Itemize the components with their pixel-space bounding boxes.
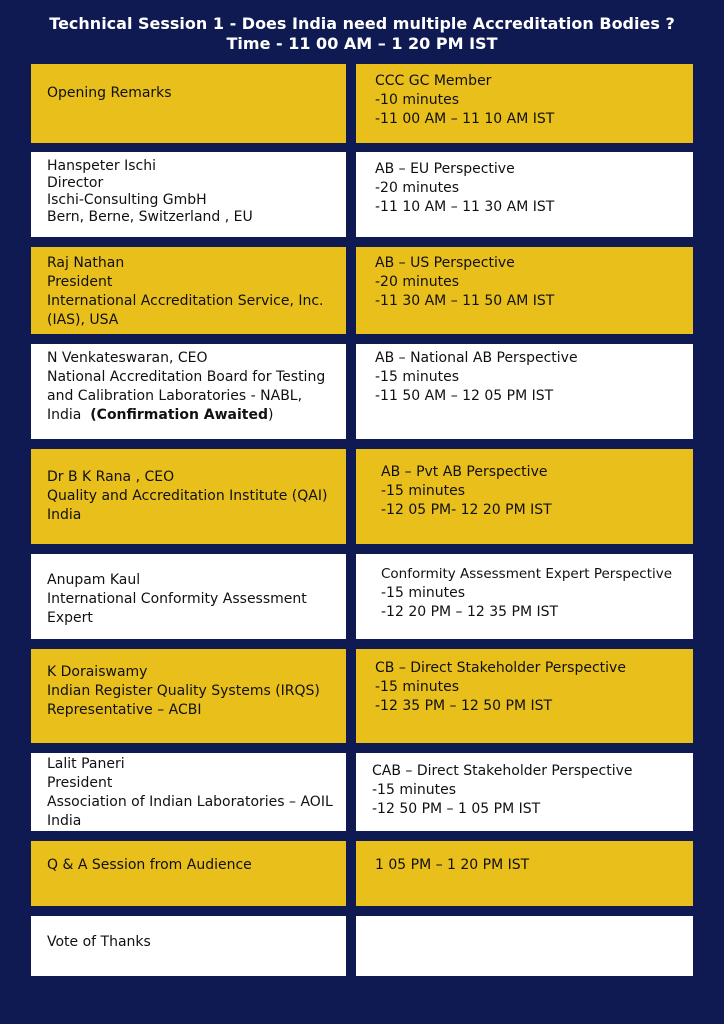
agenda-right-cell <box>356 449 693 544</box>
agenda-right-cell <box>356 649 693 743</box>
agenda-right-cell <box>356 554 693 639</box>
cell-line: Hanspeter Ischi <box>47 158 156 174</box>
cell-line: Ischi-Consulting GmbH <box>47 192 207 208</box>
cell-line: -15 minutes <box>372 782 456 798</box>
cell-line: (IAS), USA <box>47 312 119 328</box>
cell-line: India <box>47 507 82 523</box>
cell-line: -11 00 AM – 11 10 AM IST <box>375 111 555 127</box>
session-time: Time - 11 00 AM – 1 20 PM IST <box>226 34 498 53</box>
cell-line: Dr B K Rana , CEO <box>47 469 175 485</box>
agenda-left-cell <box>31 841 346 906</box>
agenda-left-cell <box>31 916 346 976</box>
agenda-right-cell <box>356 152 693 237</box>
agenda-right-cell <box>356 841 693 906</box>
cell-line: Representative – ACBI <box>47 702 202 718</box>
cell-line: Vote of Thanks <box>47 934 151 950</box>
cell-line: Indian Register Quality Systems (IRQS) <box>47 683 320 699</box>
cell-line: -12 35 PM – 12 50 PM IST <box>375 698 553 714</box>
cell-line: -15 minutes <box>381 585 465 601</box>
cell-line: International Conformity Assessment <box>47 591 307 607</box>
cell-line: President <box>47 274 113 290</box>
agenda-right-cell-empty <box>356 916 693 976</box>
cell-line: -12 05 PM- 12 20 PM IST <box>381 502 552 518</box>
cell-line: -15 minutes <box>375 679 459 695</box>
cell-line: CAB – Direct Stakeholder Perspective <box>372 763 633 779</box>
cell-line: -15 minutes <box>375 369 459 385</box>
cell-line: -11 10 AM – 11 30 AM IST <box>375 199 555 215</box>
cell-line: -12 20 PM – 12 35 PM IST <box>381 604 559 620</box>
cell-line: 1 05 PM – 1 20 PM IST <box>375 857 530 873</box>
cell-line <box>47 406 330 425</box>
cell-line: Director <box>47 175 104 191</box>
cell-line: K Doraiswamy <box>47 664 148 680</box>
cell-line: CCC GC Member <box>375 73 492 89</box>
cell-line: -20 minutes <box>375 274 459 290</box>
cell-line: Quality and Accreditation Institute (QAI) <box>47 488 328 504</box>
cell-line: -11 50 AM – 12 05 PM IST <box>375 388 554 404</box>
cell-line: -10 minutes <box>375 92 459 108</box>
agenda-left-cell <box>31 152 346 237</box>
agenda-left-cell <box>31 649 346 743</box>
cell-line: AB – EU Perspective <box>375 161 515 177</box>
cell-line: AB – Pvt AB Perspective <box>381 464 548 480</box>
cell-line: Opening Remarks <box>47 85 172 101</box>
agenda-right-cell <box>356 753 693 831</box>
cell-line: AB – National AB Perspective <box>375 350 578 366</box>
cell-line: -20 minutes <box>375 180 459 196</box>
agenda-left-cell <box>31 64 346 143</box>
session-title: Technical Session 1 - Does India need multiple Accreditation Bodies ? <box>49 14 675 33</box>
agenda-right-cell <box>356 344 693 439</box>
agenda-left-cell <box>31 449 346 544</box>
cell-line: National Accreditation Board for Testing <box>47 369 326 385</box>
cell-line: AB – US Perspective <box>375 255 515 271</box>
cell-line: -15 minutes <box>381 483 465 499</box>
agenda-right-cell <box>356 247 693 334</box>
cell-line: President <box>47 775 113 791</box>
cell-line: Expert <box>47 610 93 626</box>
cell-line: N Venkateswaran, CEO <box>47 350 208 366</box>
cell-line: Bern, Berne, Switzerland , EU <box>47 209 253 225</box>
agenda-left-cell <box>31 344 346 439</box>
cell-line-prefix: India <box>47 407 91 423</box>
cell-line: International Accreditation Service, Inc. <box>47 293 324 309</box>
cell-line: -11 30 AM – 11 50 AM IST <box>375 293 555 309</box>
session-header <box>0 14 724 54</box>
cell-line: Conformity Assessment Expert Perspective <box>381 566 673 582</box>
cell-line: Raj Nathan <box>47 255 125 271</box>
agenda-right-cell <box>356 64 693 143</box>
cell-line: India <box>47 813 82 829</box>
agenda-left-cell <box>31 753 346 831</box>
cell-line-suffix: ) <box>268 407 274 423</box>
cell-line: Q & A Session from Audience <box>47 857 252 873</box>
agenda-left-cell <box>31 554 346 639</box>
cell-line: and Calibration Laboratories - NABL, <box>47 388 303 404</box>
cell-line: -12 50 PM – 1 05 PM IST <box>372 801 541 817</box>
agenda-left-cell <box>31 247 346 334</box>
confirmation-awaited-note: (Confirmation Awaited <box>90 407 269 423</box>
cell-line: CB – Direct Stakeholder Perspective <box>375 660 626 676</box>
cell-line: Association of Indian Laboratories – AOIL <box>47 794 333 810</box>
cell-line: Lalit Paneri <box>47 756 125 772</box>
cell-line: Anupam Kaul <box>47 572 141 588</box>
